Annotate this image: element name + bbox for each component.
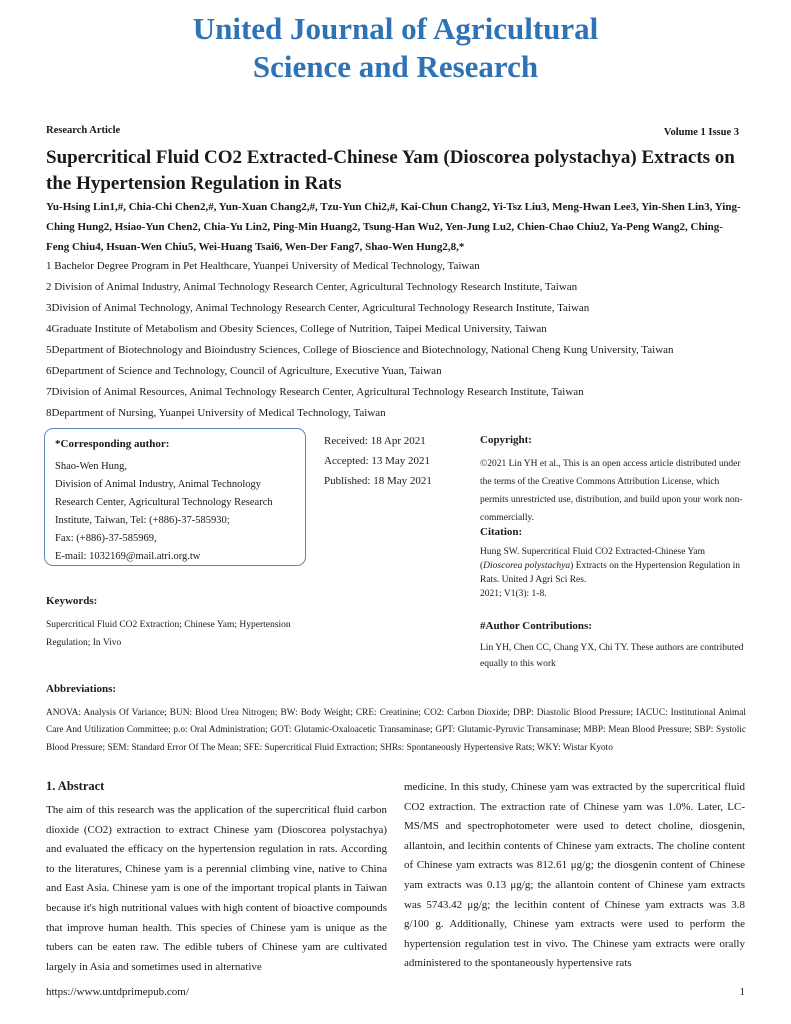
keywords-text: Supercritical Fluid CO2 Extraction; Chinese Yam; Hypertension Regulation; In Vivo — [46, 620, 291, 648]
article-dates — [324, 431, 432, 491]
copyright-heading: Copyright: — [480, 434, 532, 446]
citation-text: Hung SW. Supercritical Fluid CO2 Extracted-Chinese Yam (Dioscorea polystachya) Extracts on the Hypertension Regulation in Rats. United J Agri Sci Res. — [480, 547, 741, 585]
author-list: Yu-Hsing Lin1,#, Chia-Chi Chen2,#, Yun-Xuan Chang2,#, Tzu-Yun Chi2,#, Kai-Chun Chang2, Yi-Tsz Liu3, Meng-Hwan Lee3, Yin-Shen Lin3, Ying-Ching Hung2, Hsiao-Yun Chen2, Chia-Yu Lin2, Ping-Min Huang2, Tsung-Han Wu2, Yen-Jung Lu2, Chien-Chao Chiu2, Ya-Peng Wang2, Ching-Feng Chiu4, Hsuan-Wen Chiu5, Wei-Huang Tsai6, Wen-Der Fang7, Shao-Wen Hung2,8,* — [46, 201, 741, 253]
affiliation-8: 8Department of Nursing, Yuanpei University of Medical Technology, Taiwan — [46, 407, 386, 419]
affiliations — [46, 256, 746, 424]
affiliation-4: 4Graduate Institute of Metabolism and Obesity Sciences, College of Nutrition, Taipei Medical University, Taiwan — [46, 323, 547, 335]
affiliation-6: 6Department of Science and Technology, Council of Agriculture, Executive Yuan, Taiwan — [46, 365, 442, 377]
contributions-heading: #Author Contributions: — [480, 620, 592, 632]
keywords-heading: Keywords: — [46, 595, 98, 607]
volume-issue: Volume 1 Issue 3 — [663, 127, 739, 138]
page-number: 1 — [739, 986, 745, 998]
copyright-text: ©2021 Lin YH et al., This is an open access article distributed under the terms of the Creative Commons Attribution License, which permits unrestricted use, distribution, and build upon your work non-commercially. — [480, 459, 743, 523]
corresponding-name: Shao-Wen Hung, — [55, 461, 128, 472]
contributions-text: Lin YH, Chen CC, Chang YX, Chi TY. These authors are contributed equally to this work — [480, 643, 744, 669]
journal-title-line2: Science and Research — [252, 49, 539, 84]
citation-year: 2021; V1(3): 1-8. — [480, 589, 547, 599]
journal-title-line1: United Journal of Agricultural — [192, 11, 599, 46]
corresponding-fax: Fax: (+886)-37-585969, — [55, 533, 157, 544]
corresponding-heading: *Corresponding author: — [55, 438, 170, 450]
abbreviations-section — [46, 681, 746, 757]
corresponding-email[interactable]: E-mail: 1032169@mail.atri.org.tw — [55, 551, 201, 562]
paper-title: Supercritical Fluid CO2 Extracted-Chinese Yam (Dioscorea polystachya) Extracts on the Hypertension Regulation in Rats — [46, 147, 735, 194]
copyright-section — [480, 431, 746, 527]
date-received: Received: 18 Apr 2021 — [324, 435, 426, 447]
abbreviations-text: ANOVA: Analysis Of Variance; BUN: Blood Urea Nitrogen; BW: Body Weight; CRE: Creatinine; CO2: Carbon Dioxide; DBP: Diastolic Blood Pressure; IACUC: Institutional Animal Care And Utilization Committee; p.o: Oral Administration; GOT: Glutamic-Oxaloacetic Transaminase; GPT: Glutamic-Pyruvic Transaminase; MBP: Mean Blood Pressure; SBP: Systolic Blood Pressure; SEM: Standard Error Of The Mean; SFE: Supercritical Fluid Extraction; SHRs: Spontaneously Hypertensive Rats; WKY: Wistar Kyoto — [46, 707, 746, 753]
citation-heading: Citation: — [480, 526, 523, 538]
abstract-column-1: The aim of this research was the application of the supercritical fluid carbon dioxide (CO2) extraction to extract Chinese yam (Dioscorea polystachya) and evaluated the efficacy on the hypertension regulation in rats. According to the literatures, Chinese yam is a perennial climbing vine, native to China and East Asia. Chinese yam is one of the important tropical plants in Taiwan because it's high nutritional values with high content of bioactive compounds that improve human health. This species of Chinese yam is unique as the tubers can be eaten raw. The edible tubers of Chinese yam are cultivated largely in Asia and sometimes used in alternative — [46, 804, 387, 973]
abbreviations-heading: Abbreviations: — [46, 683, 117, 695]
affiliation-2: 2 Division of Animal Industry, Animal Technology Research Center, Agricultural Technology Research Institute, Taiwan — [46, 281, 578, 293]
affiliation-1: 1 Bachelor Degree Program in Pet Healthcare, Yuanpei University of Medical Technology, Taiwan — [46, 260, 480, 272]
article-type: Research Article — [46, 125, 121, 136]
keywords-section — [46, 592, 316, 652]
journal-title — [0, 10, 791, 86]
footer-url[interactable]: https://www.untdprimepub.com/ — [46, 986, 189, 998]
abstract-heading: 1. Abstract — [46, 779, 105, 793]
author-contributions — [480, 618, 746, 672]
affiliation-5: 5Department of Biotechnology and Bioindustry Sciences, College of Bioscience and Biotechnology, National Cheng Kung University, Taiwan — [46, 344, 674, 356]
date-accepted: Accepted: 13 May 2021 — [324, 455, 430, 467]
affiliation-7: 7Division of Animal Resources, Animal Technology Research Center, Agricultural Technology Research Institute, Taiwan — [46, 386, 584, 398]
citation-section — [480, 525, 746, 601]
date-published: Published: 18 May 2021 — [324, 475, 432, 487]
abstract-column-2: medicine. In this study, Chinese yam was extracted by the supercritical fluid CO2 extraction. The extraction rate of Chinese yam was 1.0%. Later, LC-MS/MS and spectrophotometer were used to detect choline, diosgenin, allantoin, and lecithin contents of Chinese yam extracts. The choline content of Chinese yam extracts was 812.61 μg/g; the diosgenin content of Chinese yam extracts was 0.13 μg/g; the allantoin content of Chinese yam extracts was 5743.42 μg/g; the lecithin content of Chinese yam extracts was 3.8 g/100 g. Additionally, Chinese yam extracts were used to perform the hypertension regulation test in vivo. The Chinese yam extracts were orally administered to the spontaneously hypertensive rats — [404, 781, 745, 970]
corresponding-address: Division of Animal Industry, Animal Technology Research Center, Agricultural Technology Research Institute, Taiwan, Tel: (+886)-37-585930; — [55, 479, 273, 526]
affiliation-3: 3Division of Animal Technology, Animal Technology Research Center, Agricultural Technology Research Institute, Taiwan — [46, 302, 590, 314]
corresponding-author-box — [44, 428, 306, 566]
